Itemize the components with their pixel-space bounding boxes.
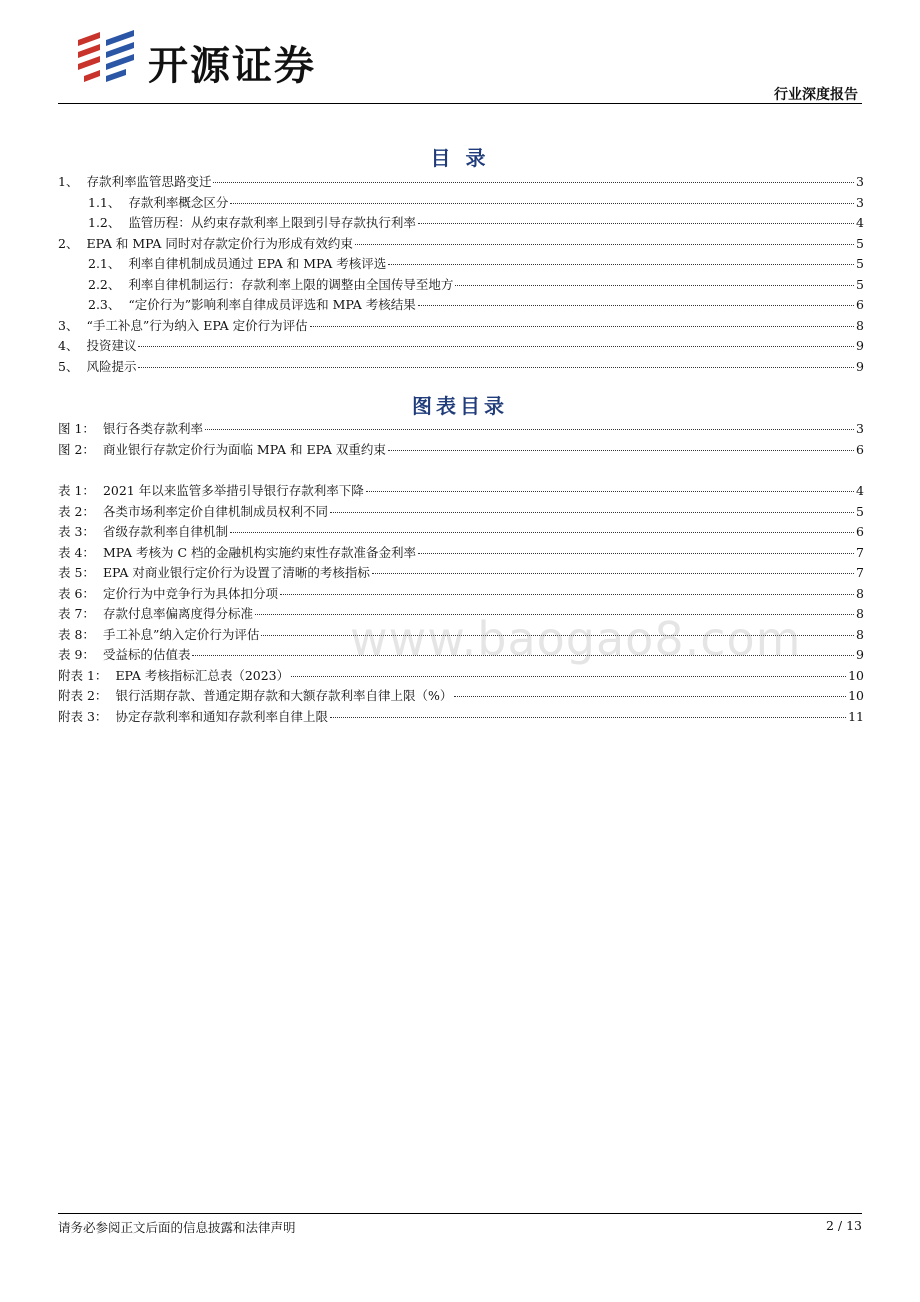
- entry-label: EPA 考核指标汇总表（2023）: [115, 667, 290, 683]
- dot-leader: [418, 553, 854, 554]
- entry-label: 2021 年以来监管多举措引导银行存款利率下降: [102, 483, 364, 498]
- figure-entry[interactable]: [58, 419, 864, 440]
- figures-toc-title: 图表目录: [412, 394, 508, 418]
- brand-name: 开源证券: [148, 43, 316, 89]
- table-entry[interactable]: [58, 686, 864, 707]
- report-type-label: 行业深度报告: [774, 87, 858, 103]
- entry-page: 6: [856, 524, 864, 539]
- dot-leader: [355, 244, 854, 245]
- toc-entry[interactable]: [58, 172, 864, 193]
- table-entry[interactable]: [58, 707, 864, 728]
- figure-entry[interactable]: [58, 440, 864, 461]
- toc-entry[interactable]: [58, 316, 864, 337]
- toc-entry[interactable]: [58, 336, 864, 357]
- entry-page: 6: [856, 441, 864, 457]
- dot-leader: [330, 512, 854, 513]
- table-entry[interactable]: [58, 522, 864, 543]
- entry-number: 附表 3：: [58, 708, 108, 724]
- dot-leader: [372, 573, 854, 574]
- entry-number: 表 7：: [58, 606, 95, 621]
- header-divider: [58, 103, 862, 104]
- toc-entry[interactable]: [58, 193, 864, 214]
- entry-label: 各类市场利率定价自律机制成员权利不同: [102, 503, 328, 519]
- table-entry[interactable]: [58, 666, 864, 687]
- watermark: www.baogao8.com: [350, 612, 802, 666]
- table-entry[interactable]: [58, 502, 864, 523]
- entry-number: 1.2、: [88, 215, 121, 230]
- entry-number: 1.1、: [88, 194, 121, 210]
- brand-logo: [74, 26, 374, 89]
- dot-leader: [310, 326, 854, 327]
- entry-label: 存款付息率偏离度得分标准: [102, 606, 253, 621]
- dot-leader: [280, 594, 854, 595]
- entry-page: 5: [856, 503, 864, 519]
- entry-page: 10: [848, 667, 864, 683]
- entry-number: 2、: [58, 235, 79, 251]
- dot-leader: [291, 676, 846, 677]
- page-number: 2 / 13: [825, 1218, 862, 1233]
- entry-number: 图 1：: [58, 421, 95, 436]
- entry-label: 协定存款利率和通知存款利率自律上限: [115, 708, 328, 724]
- toc-title: 目 录: [430, 146, 490, 170]
- toc-entry[interactable]: [58, 254, 864, 275]
- table-entry[interactable]: [58, 481, 864, 502]
- entry-number: 表 4：: [58, 544, 95, 560]
- table-entry[interactable]: [58, 563, 864, 584]
- entry-label: 受益标的估值表: [102, 647, 191, 662]
- entry-number: 3、: [58, 317, 79, 333]
- entry-label: 省级存款利率自律机制: [102, 524, 228, 539]
- entry-label: 利率自律机制成员通过 EPA 和 MPA 考核评选: [128, 256, 387, 271]
- toc-entry[interactable]: [58, 234, 864, 255]
- entry-page: 9: [856, 647, 864, 662]
- entry-number: 表 8：: [58, 626, 95, 642]
- entry-page: 4: [856, 483, 864, 498]
- dot-leader: [205, 429, 854, 430]
- entry-label: 风险提示: [86, 358, 137, 374]
- entry-number: 附表 1：: [58, 667, 108, 683]
- entry-number: 1、: [58, 174, 79, 189]
- toc-entry[interactable]: [58, 295, 864, 316]
- entry-label: 银行各类存款利率: [102, 421, 203, 436]
- entry-page: 8: [856, 626, 864, 642]
- entry-page: 3: [856, 421, 864, 436]
- entry-number: 表 2：: [58, 503, 95, 519]
- footer-disclaimer: 请务必参阅正文后面的信息披露和法律声明: [58, 1220, 296, 1235]
- entry-label: 银行活期存款、普通定期存款和大额存款利率自律上限（%）: [115, 688, 453, 703]
- entry-label: 监管历程：从约束存款利率上限到引导存款执行利率: [128, 215, 416, 230]
- entry-page: 5: [856, 235, 864, 251]
- entry-page: 4: [856, 215, 864, 230]
- entry-number: 表 1：: [58, 483, 95, 498]
- entry-number: 2.1、: [88, 256, 121, 271]
- dot-leader: [138, 346, 854, 347]
- entry-label: 手工补息”纳入定价行为评估: [102, 626, 260, 642]
- entry-page: 10: [848, 688, 864, 703]
- entry-page: 9: [856, 338, 864, 353]
- entry-page: 5: [856, 256, 864, 271]
- entry-page: 5: [856, 276, 864, 292]
- logo-mark-icon: [74, 26, 140, 86]
- entry-label: 存款利率概念区分: [128, 194, 229, 210]
- entry-label: EPA 和 MPA 同时对存款定价行为形成有效约束: [86, 235, 353, 251]
- toc-entry[interactable]: [58, 357, 864, 378]
- entry-page: 8: [856, 317, 864, 333]
- entry-number: 2.3、: [88, 297, 121, 312]
- entry-number: 表 9：: [58, 647, 95, 662]
- toc-entry[interactable]: [58, 275, 864, 296]
- entry-page: 7: [856, 565, 864, 580]
- entry-label: EPA 对商业银行定价行为设置了清晰的考核指标: [102, 565, 370, 580]
- table-entry[interactable]: [58, 543, 864, 564]
- dot-leader: [213, 182, 854, 183]
- tables-list: [58, 481, 864, 727]
- toc-entry[interactable]: [58, 213, 864, 234]
- figures-list: [58, 419, 864, 460]
- entry-page: 8: [856, 606, 864, 621]
- entry-page: 7: [856, 544, 864, 560]
- entry-label: MPA 考核为 C 档的金融机构实施约束性存款准备金利率: [102, 544, 417, 560]
- entry-label: 定价行为中竞争行为具体扣分项: [102, 585, 278, 601]
- dot-leader: [454, 696, 846, 697]
- dot-leader: [330, 717, 846, 718]
- dot-leader: [230, 532, 854, 533]
- entry-label: “定价行为”影响利率自律成员评选和 MPA 考核结果: [128, 297, 416, 312]
- toc-list: [58, 172, 864, 377]
- entry-label: 商业银行存款定价行为面临 MPA 和 EPA 双重约束: [102, 441, 386, 457]
- dot-leader: [366, 491, 854, 492]
- entry-page: 11: [848, 708, 864, 724]
- entry-number: 图 2：: [58, 441, 95, 457]
- entry-page: 6: [856, 297, 864, 312]
- entry-label: “手工补息”行为纳入 EPA 定价行为评估: [86, 317, 308, 333]
- entry-number: 表 5：: [58, 565, 95, 580]
- entry-page: 9: [856, 358, 864, 374]
- entry-number: 5、: [58, 358, 79, 374]
- entry-label: 利率自律机制运行：存款利率上限的调整由全国传导至地方: [128, 276, 454, 292]
- entry-page: 3: [856, 194, 864, 210]
- footer-divider: [58, 1213, 862, 1214]
- entry-number: 附表 2：: [58, 688, 108, 703]
- page-header: [0, 0, 920, 104]
- entry-page: 3: [856, 174, 864, 189]
- entry-number: 2.2、: [88, 276, 121, 292]
- dot-leader: [138, 367, 854, 368]
- entry-label: 投资建议: [86, 338, 137, 353]
- table-entry[interactable]: [58, 584, 864, 605]
- dot-leader: [388, 450, 854, 451]
- dot-leader: [455, 285, 854, 286]
- dot-leader: [418, 223, 854, 224]
- dot-leader: [418, 305, 854, 306]
- entry-number: 表 6：: [58, 585, 95, 601]
- dot-leader: [388, 264, 854, 265]
- entry-number: 4、: [58, 338, 79, 353]
- entry-label: 存款利率监管思路变迁: [86, 174, 212, 189]
- dot-leader: [230, 203, 854, 204]
- entry-page: 8: [856, 585, 864, 601]
- entry-number: 表 3：: [58, 524, 95, 539]
